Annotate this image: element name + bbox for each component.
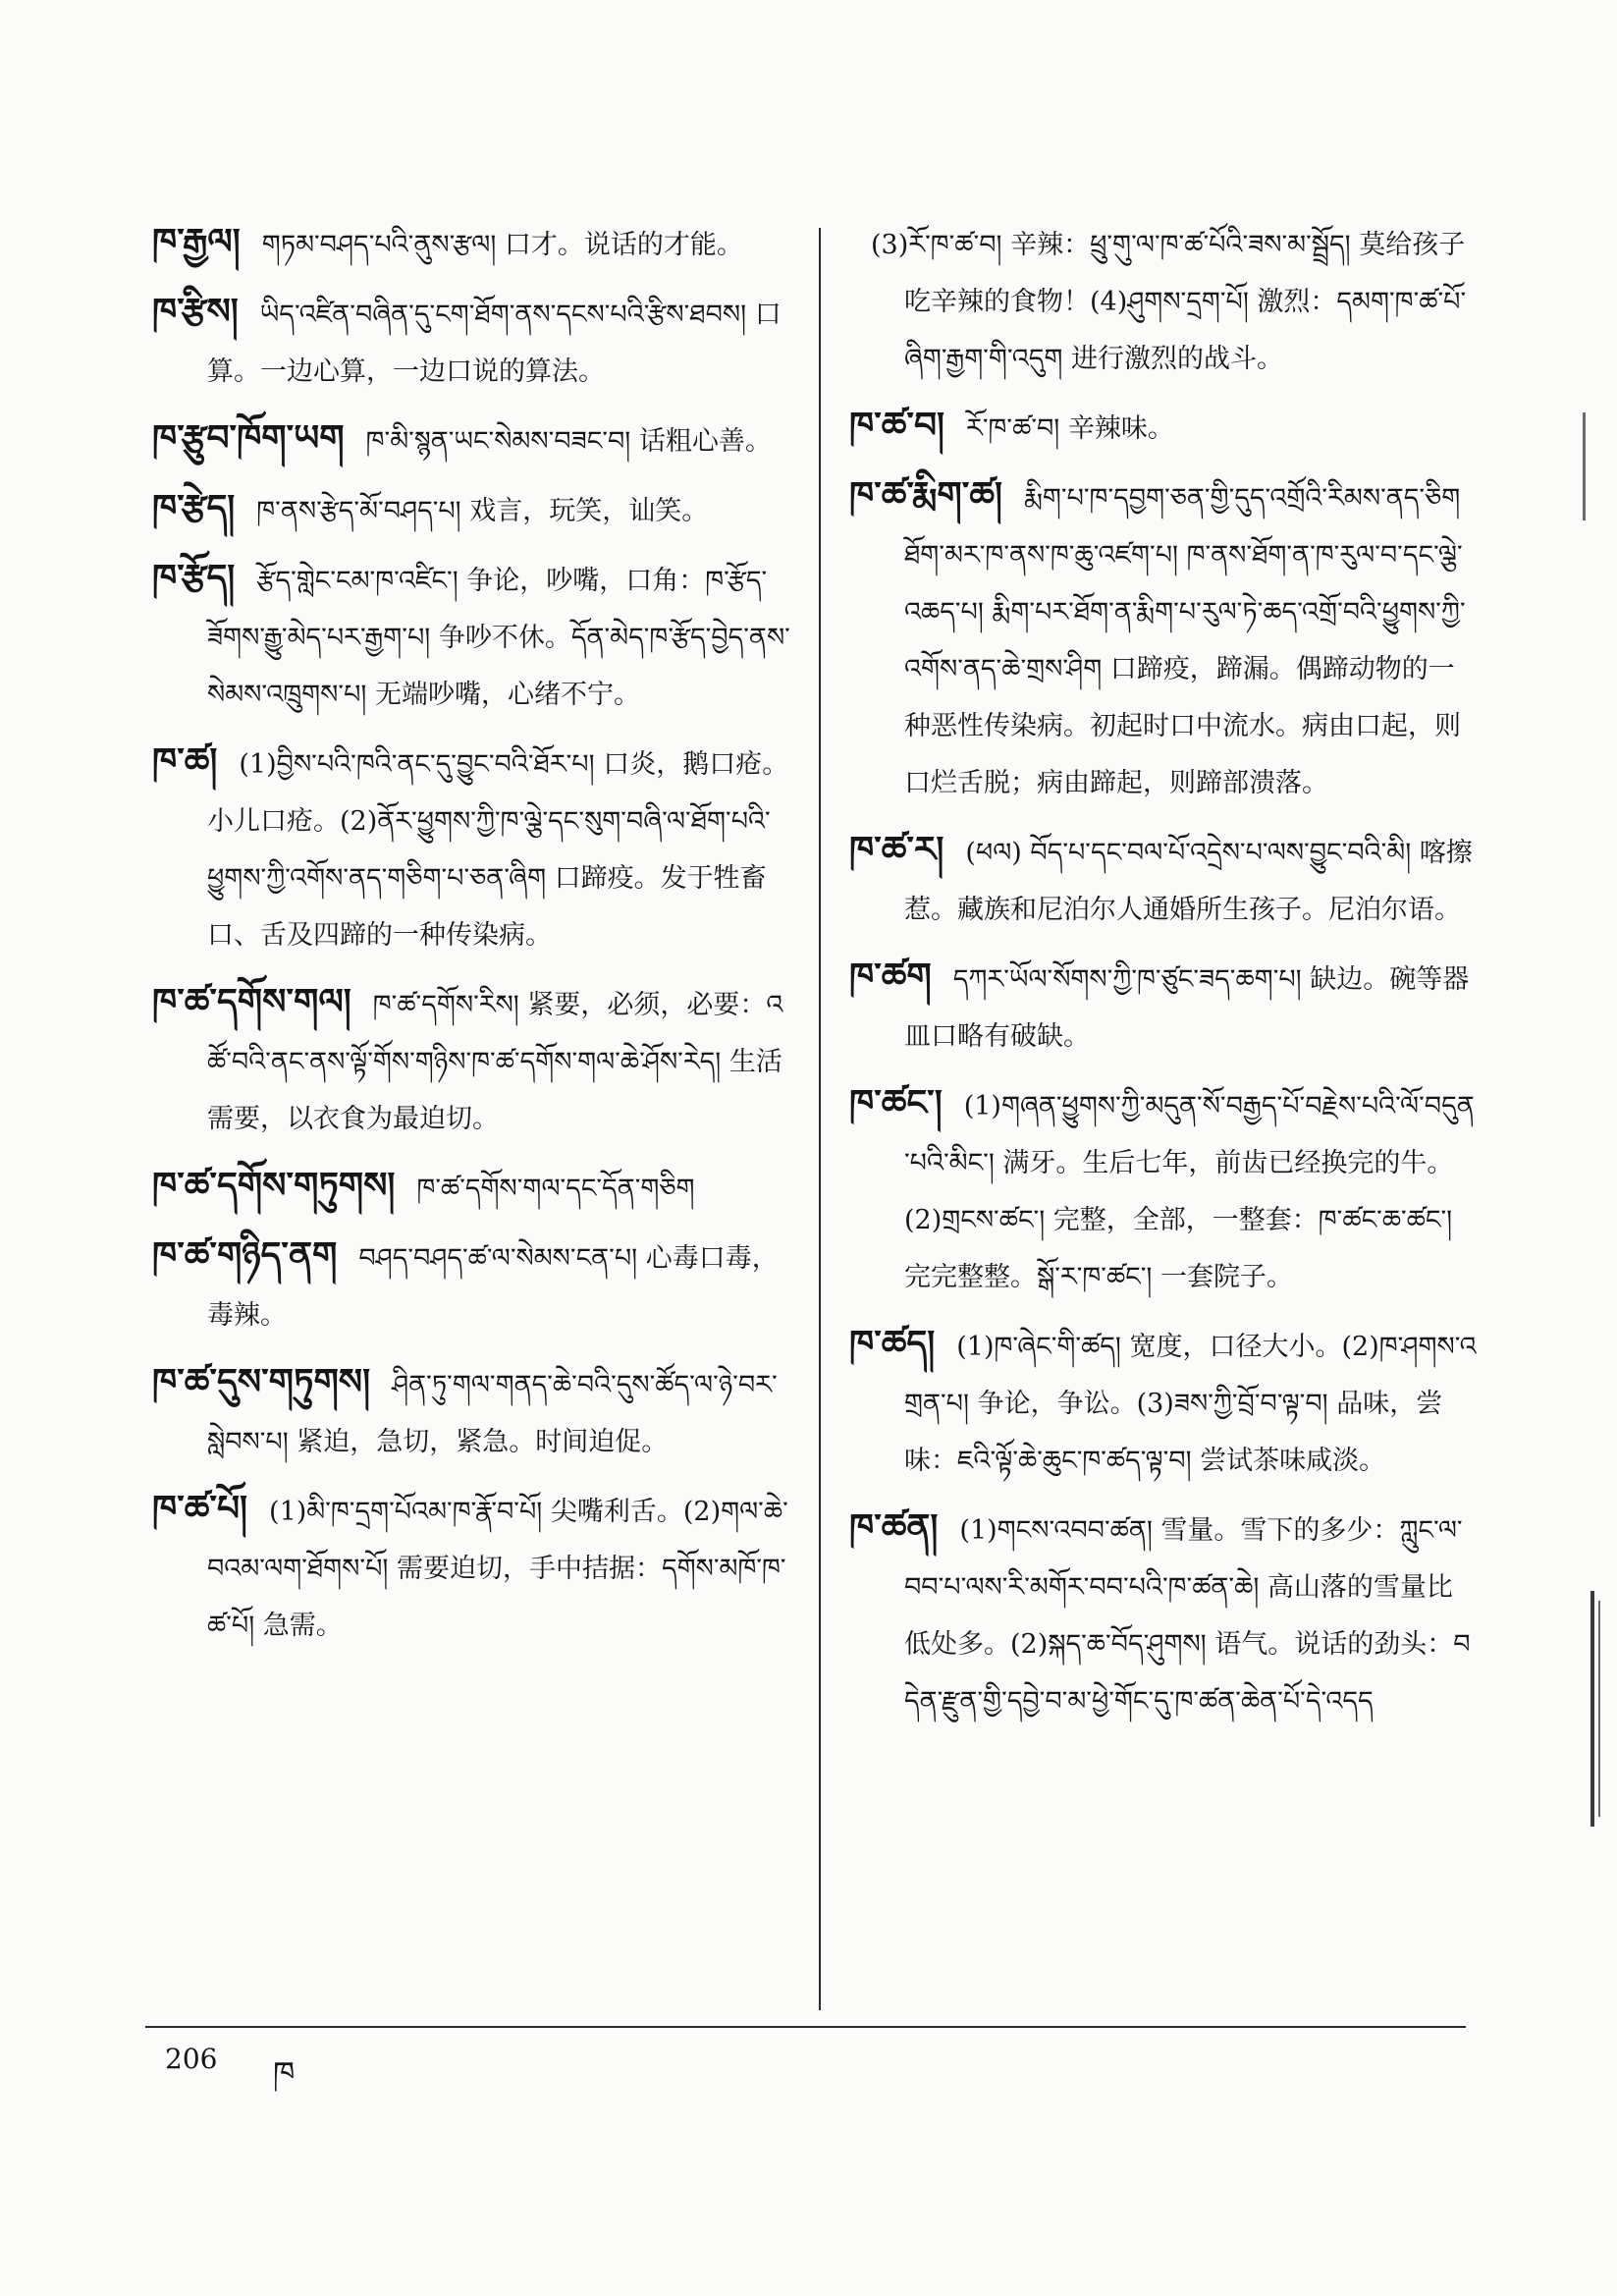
entry-headword: ཁ་ཚ་པོ།	[152, 1489, 248, 1529]
section-letter: ཁ	[273, 2054, 296, 2092]
column-divider	[819, 228, 821, 2010]
dictionary-entry	[849, 1500, 1478, 1730]
entry-headword: ཁ་ཚ།	[152, 741, 218, 782]
dictionary-entry	[152, 410, 790, 470]
entry-definition: རྩོད་གླེང་ངམ་ཁ་འཛིང་། 争论，吵嘴，口角：ཁ་རྩོད་ཟོགས་རྒྱུ་མེད་པར་རྒྱག་པ། 争吵不休。དོན་མེད་ཁ་རྩོད་བྱེད་ནས་སེམས་འཁྲུགས་པ། 无端吵嘴，心绪不宁。	[207, 566, 790, 710]
entry-definition: ཤིན་ཏུ་གལ་གནད་ཆེ་བའི་དུས་ཚོད་ལ་ཉེ་བར་སླེབས་པ། 紧迫，急切，紧急。时间迫促。	[207, 1370, 778, 1457]
entry-definition: བཤད་བཤད་ཚ་ལ་སེམས་ངན་པ། 心毒口毒，毒辣。	[207, 1243, 779, 1331]
entry-headword: ཁ་རྩོད།	[152, 558, 236, 598]
entry-definition: (1)ཁ་ཞེང་གི་ཚད། 宽度，口径大小。(2)ཁ་ཤགས་འགྲན་པ། 争论，争讼。(3)ཟས་ཀྱི་བྲོ་བ་ལྟ་བ། 品味，尝味：ཇའི་ལྟོ་ཆེ་ཆུང་ཁ་ཚད་ལྟ་བ། 尝试茶味咸淡。	[904, 1332, 1477, 1476]
page-edge-mark	[1583, 412, 1586, 520]
entry-headword: ཁ་ཚ་གཉིད་ནག	[152, 1235, 338, 1276]
entry-definition: གཏམ་བཤད་པའི་ནུས་རྩལ། 口才。说话的才能。	[261, 230, 743, 260]
entry-headword: ཁ་རྒྱལ།	[152, 222, 241, 262]
dictionary-entry	[152, 284, 790, 401]
dictionary-entry	[152, 1228, 790, 1344]
entry-definition: (1)མི་ཁ་དྲག་པོའམ་ཁ་རྣོ་བ་པོ། 尖嘴利舌。(2)གལ་ཆེ་བའམ་ལག་ཐོགས་པོ། 需要迫切，手中拮据：དགོས་མཁོ་ཁ་ཚ་པོ། 急需。	[207, 1497, 788, 1641]
dictionary-entry	[152, 974, 790, 1148]
dictionary-entry	[152, 1354, 790, 1471]
dictionary-entry	[849, 398, 1478, 458]
dictionary-entry	[849, 1316, 1478, 1490]
entry-headword: ཁ་ཚ་རྨིག་ཚ།	[849, 475, 1002, 516]
dictionary-entry	[849, 467, 1478, 812]
entry-definition: ཁ་ཚ་དགོས་གལ་དང་དོན་གཅིག	[416, 1174, 695, 1204]
entry-definition: (ཕལ) བོད་པ་དང་བལ་པོ་འདྲེས་པ་ལས་བྱུང་བའི་མི། 喀擦惹。藏族和尼泊尔人通婚所生孩子。尼泊尔语。	[904, 838, 1473, 925]
dictionary-entry	[152, 1481, 790, 1655]
entry-headword: ཁ་ཚ་དགོས་གལ།	[152, 982, 351, 1022]
page-edge-mark	[1598, 1601, 1600, 1817]
entry-definition: རྨིག་པ་ཁ་དབྱག་ཅན་གྱི་དུད་འགྲོའི་རིམས་ནད་ཅིག ཐོག་མར་ཁ་ནས་ཁ་ཆུ་འཛག་པ། ཁ་ནས་ཐོག་ན་ཁ་རུལ་བ་དང་ལྕེ་འཆད་པ། རྨིག་པར་ཐོག་ན་རྨིག་པ་རུལ་ཏེ་ཆད་འགྲོ་བའི་ཕྱུགས་ཀྱི་འགོས་ནད་ཆེ་གྲས་ཤིག 口蹄疫，蹄漏。偶蹄动物的一种恶性传染病。初起时口中流水。病由口起，则口烂舌脱；病由蹄起，则蹄部溃落。	[904, 483, 1466, 798]
dictionary-entry	[849, 949, 1478, 1066]
entry-definition: (3)རོ་ཁ་ཚ་བ། 辛辣：ཕྲུ་གུ་ལ་ཁ་ཚ་པོའི་ཟས་མ་སྦྲོད། 莫给孩子吃辛辣的食物！(4)ཤུགས་དྲག་པོ། 激烈：དམག་ཁ་ཚ་པོ་ཞིག་རྒྱག་གི་འདུག 进行激烈的战斗。	[871, 230, 1467, 374]
footer-rule	[145, 2026, 1466, 2028]
entry-headword: ཁ་རྩེད།	[152, 488, 236, 528]
dictionary-entry	[152, 734, 790, 964]
entry-headword: ཁ་ཚ་ར།	[849, 830, 944, 870]
dictionary-entry-continued	[849, 214, 1478, 388]
entry-headword: ཁ་རྩུབ་ཁོག་ཡག	[152, 418, 345, 459]
page-number: 206	[165, 2043, 218, 2075]
entry-definition: (1)གངས་འབབ་ཚན། 雪量。雪下的多少：ཀླུང་ལ་བབ་པ་ལས་རི་མགོར་བབ་པའི་ཁ་ཚན་ཆེ། 高山落的雪量比低处多。(2)སྐད་ཆ་བོད་ཤུགས། 语气。说话的劲头：བདེན་རྫུན་གྱི་དབྱེ་བ་མ་ཕྱེ་གོང་དུ་ཁ་ཚན་ཆེན་པོ་དེ་འདད	[904, 1515, 1471, 1717]
entry-headword: ཁ་ཚད།	[849, 1324, 936, 1364]
entry-headword: ཁ་ཚ་བ།	[849, 406, 945, 446]
entry-definition: ཁ་མི་སྙན་ཡང་སེམས་བཟང་བ། 话粗心善。	[365, 426, 772, 457]
right-column	[849, 214, 1478, 1740]
left-column	[152, 214, 790, 1665]
entry-headword: ཁ་ཚང་།	[849, 1083, 943, 1123]
entry-headword: ཁ་རྩིས།	[152, 292, 239, 332]
entry-definition: ཡིད་འཛིན་བཞིན་དུ་ངག་ཐོག་ནས་དངས་པའི་རྩིས་ཐབས། 口算。一边心算，一边口说的算法。	[207, 300, 782, 387]
entry-definition: ཁ་ནས་རྩེད་མོ་བཤད་པ། 戏言，玩笑，讪笑。	[256, 496, 709, 526]
entry-headword: ཁ་ཚན།	[849, 1507, 939, 1548]
entry-definition: རོ་ཁ་ཚ་བ། 辛辣味。	[966, 413, 1174, 444]
entry-definition: (1)གཞན་ཕྱུགས་ཀྱི་མདུན་སོ་བརྒྱད་པོ་བརྗེས་པའི་ལོ་བདུན་པའི་མིང་། 满牙。生后七年，前齿已经换完的牛。(2)གྲངས་ཚང་། 完整，全部，一整套：ཁ་ཚང་ཆ་ཚང་། 完完整整。སྒོ་ར་ཁ་ཚང་། 一套院子。	[904, 1091, 1475, 1292]
entry-definition: (1)བྱིས་པའི་ཁའི་ནང་དུ་བྱུང་བའི་ཐོར་པ། 口炎，鹅口疮。小儿口疮。(2)ནོར་ཕྱུགས་ཀྱི་ཁ་ལྕེ་དང་སུག་བཞི་ལ་ཐོག་པའི་ཕྱུགས་ཀྱི་འགོས་ནད་གཅིག་པ་ཅན་ཞིག 口蹄疫。发于牲畜口、舌及四蹄的一种传染病。	[207, 749, 789, 951]
dictionary-entry	[849, 822, 1478, 939]
dictionary-entry	[849, 1075, 1478, 1306]
entry-headword: ཁ་ཚ་དུས་གཏུགས།	[152, 1362, 371, 1402]
page-edge-mark	[1590, 1591, 1594, 1827]
entry-definition: དཀར་ཡོལ་སོགས་ཀྱི་ཁ་ཙུང་ཟད་ཆག་པ། 缺边。碗等器皿口略有破缺。	[904, 964, 1470, 1052]
entry-definition: ཁ་ཚ་དགོས་རིས། 紧要，必须，必要：འཚོ་བའི་ནང་ནས་ལྟོ་གོས་གཉིས་ཁ་ཚ་དགོས་གལ་ཆེ་ཤོས་རེད། 生活需要，以衣食为最迫切。	[207, 990, 783, 1134]
entry-headword: ཁ་ཚ་དགོས་གཏུགས།	[152, 1166, 396, 1206]
dictionary-entry	[152, 480, 790, 540]
dictionary-entry	[152, 214, 790, 274]
dictionary-entry	[152, 1158, 790, 1218]
dictionary-entry	[152, 550, 790, 724]
entry-headword: ཁ་ཚག	[849, 957, 932, 997]
